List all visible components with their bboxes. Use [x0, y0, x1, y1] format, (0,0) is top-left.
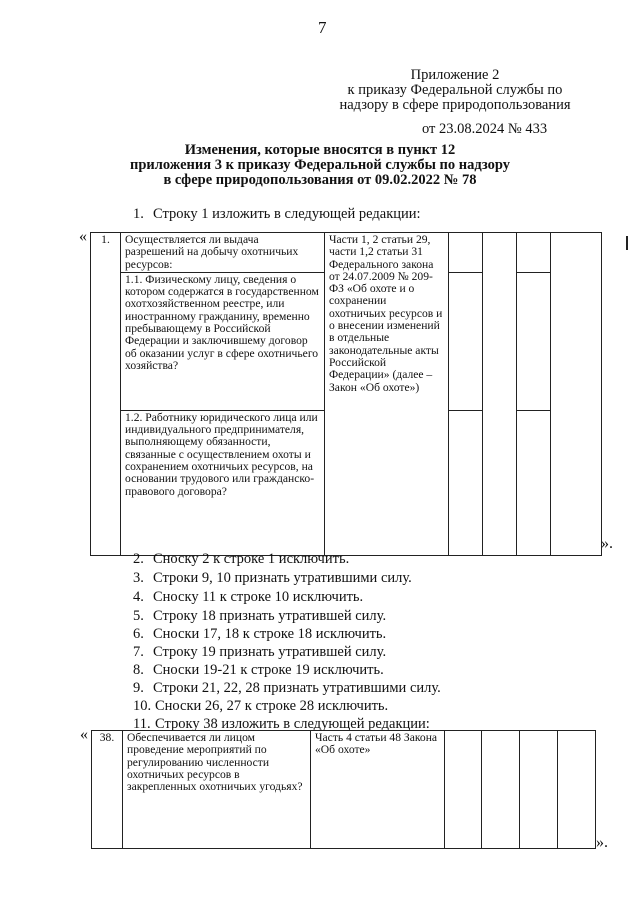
- subquestion-2-cell: 1.2. Работнику юридического лица или индивидуального предпринимателя, выполняющему обязанности, связанные с осуществлением охоты и сохранением охотничьих ресурсов, на основании трудового или гражданско-правового договора?: [121, 410, 325, 555]
- blank-cell: [449, 272, 483, 410]
- reference-cell: Части 1, 2 статьи 29, части 1,2 статьи 31 Федерального закона от 24.07.2009 № 209-ФЗ «Об охоте и о сохранении охотничьих ресурсов и о внесении изменений в отдельные законодательные акты Российской Федерации» (далее – Закон «Об охоте»): [325, 233, 449, 556]
- appendix-date: от 23.08.2024 № 433: [422, 121, 548, 137]
- item-number: 9.: [133, 680, 144, 696]
- blank-cell: [449, 233, 483, 273]
- item-number: 10.: [133, 698, 152, 714]
- open-quote: «: [79, 228, 87, 245]
- item-number: 7.: [133, 644, 144, 660]
- list-item: [133, 608, 386, 625]
- margin-mark: [626, 236, 628, 250]
- blank-cell: [483, 233, 517, 556]
- close-quote: ».: [596, 834, 608, 851]
- title-line-3: в сфере природопользования от 09.02.2022 № 78: [163, 172, 477, 188]
- appendix-line-2: к приказу Федеральной службы по: [347, 82, 563, 98]
- list-item: [133, 206, 421, 223]
- item-text: Строку 19 признать утратившей силу.: [153, 644, 387, 660]
- item-number: 6.: [133, 626, 144, 642]
- list-item: [133, 662, 384, 679]
- page-number: 7: [318, 18, 327, 37]
- item-text: Строки 9, 10 признать утратившими силу.: [153, 570, 412, 586]
- table-row-38: [91, 730, 596, 849]
- item-number: 4.: [133, 589, 144, 605]
- question-cell: Обеспечивается ли лицом проведение мероприятий по регулированию численности охотничьих ресурсов в закрепленных охотничьих угодьях?: [123, 731, 311, 849]
- blank-cell: [517, 233, 551, 273]
- list-item: [133, 570, 412, 587]
- appendix-line-1: Приложение 2: [410, 67, 500, 83]
- item-number: 2.: [133, 551, 144, 567]
- document-title: [100, 143, 540, 188]
- item-text: Сноску 2 к строке 1 исключить.: [153, 551, 350, 567]
- subquestion-1-cell: 1.1. Физическому лицу, сведения о котором содержатся в государственном охотхозяйственном реестре, или иностранному гражданину, временно пребывающему в Российской Федерации и заключившему договор об оказании услуг в сфере охотничьего хозяйства?: [121, 272, 325, 410]
- blank-cell: [551, 233, 602, 556]
- item-text: Сноски 26, 27 к строке 28 исключить.: [155, 698, 389, 714]
- list-item: [133, 626, 386, 643]
- blank-cell: [449, 410, 483, 555]
- title-line-1: Изменения, которые вносятся в пункт 12: [184, 142, 456, 158]
- list-item: [133, 551, 349, 568]
- item-text: Строку 18 признать утратившей силу.: [153, 608, 387, 624]
- question-cell: Осуществляется ли выдача разрешений на добычу охотничьих ресурсов:: [121, 233, 325, 273]
- open-quote: «: [80, 726, 88, 743]
- blank-cell: [482, 731, 520, 849]
- list-item: [133, 644, 386, 661]
- list-item: [133, 589, 363, 606]
- item-text: Сноски 17, 18 к строке 18 исключить.: [153, 626, 387, 642]
- item-text: Строку 1 изложить в следующей редакции:: [153, 206, 421, 222]
- list-item: [133, 698, 388, 715]
- blank-cell: [517, 410, 551, 555]
- blank-cell: [520, 731, 558, 849]
- reference-cell: Часть 4 статьи 48 Закона «Об охоте»: [311, 731, 445, 849]
- appendix-header: [300, 68, 610, 113]
- item-text: Строку 38 изложить в следующей редакции:: [155, 716, 430, 732]
- blank-cell: [558, 731, 596, 849]
- blank-cell: [445, 731, 482, 849]
- item-number: 8.: [133, 662, 144, 678]
- item-text: Строки 21, 22, 28 признать утратившими силу.: [153, 680, 441, 696]
- title-line-2: приложения 3 к приказу Федеральной службы по надзору: [129, 157, 511, 173]
- list-item: [133, 680, 441, 697]
- table-row-1: [90, 232, 602, 556]
- close-quote: ».: [601, 535, 613, 552]
- item-number: 1.: [133, 206, 144, 222]
- appendix-line-3: надзору в сфере природопользования: [339, 97, 571, 113]
- item-number: 5.: [133, 608, 144, 624]
- item-number: 3.: [133, 570, 144, 586]
- row-number: 1.: [91, 233, 121, 556]
- row-number: 38.: [92, 731, 123, 849]
- item-text: Сноски 19-21 к строке 19 исключить.: [153, 662, 384, 678]
- item-number: 11.: [133, 716, 151, 732]
- blank-cell: [517, 272, 551, 410]
- item-text: Сноску 11 к строке 10 исключить.: [153, 589, 364, 605]
